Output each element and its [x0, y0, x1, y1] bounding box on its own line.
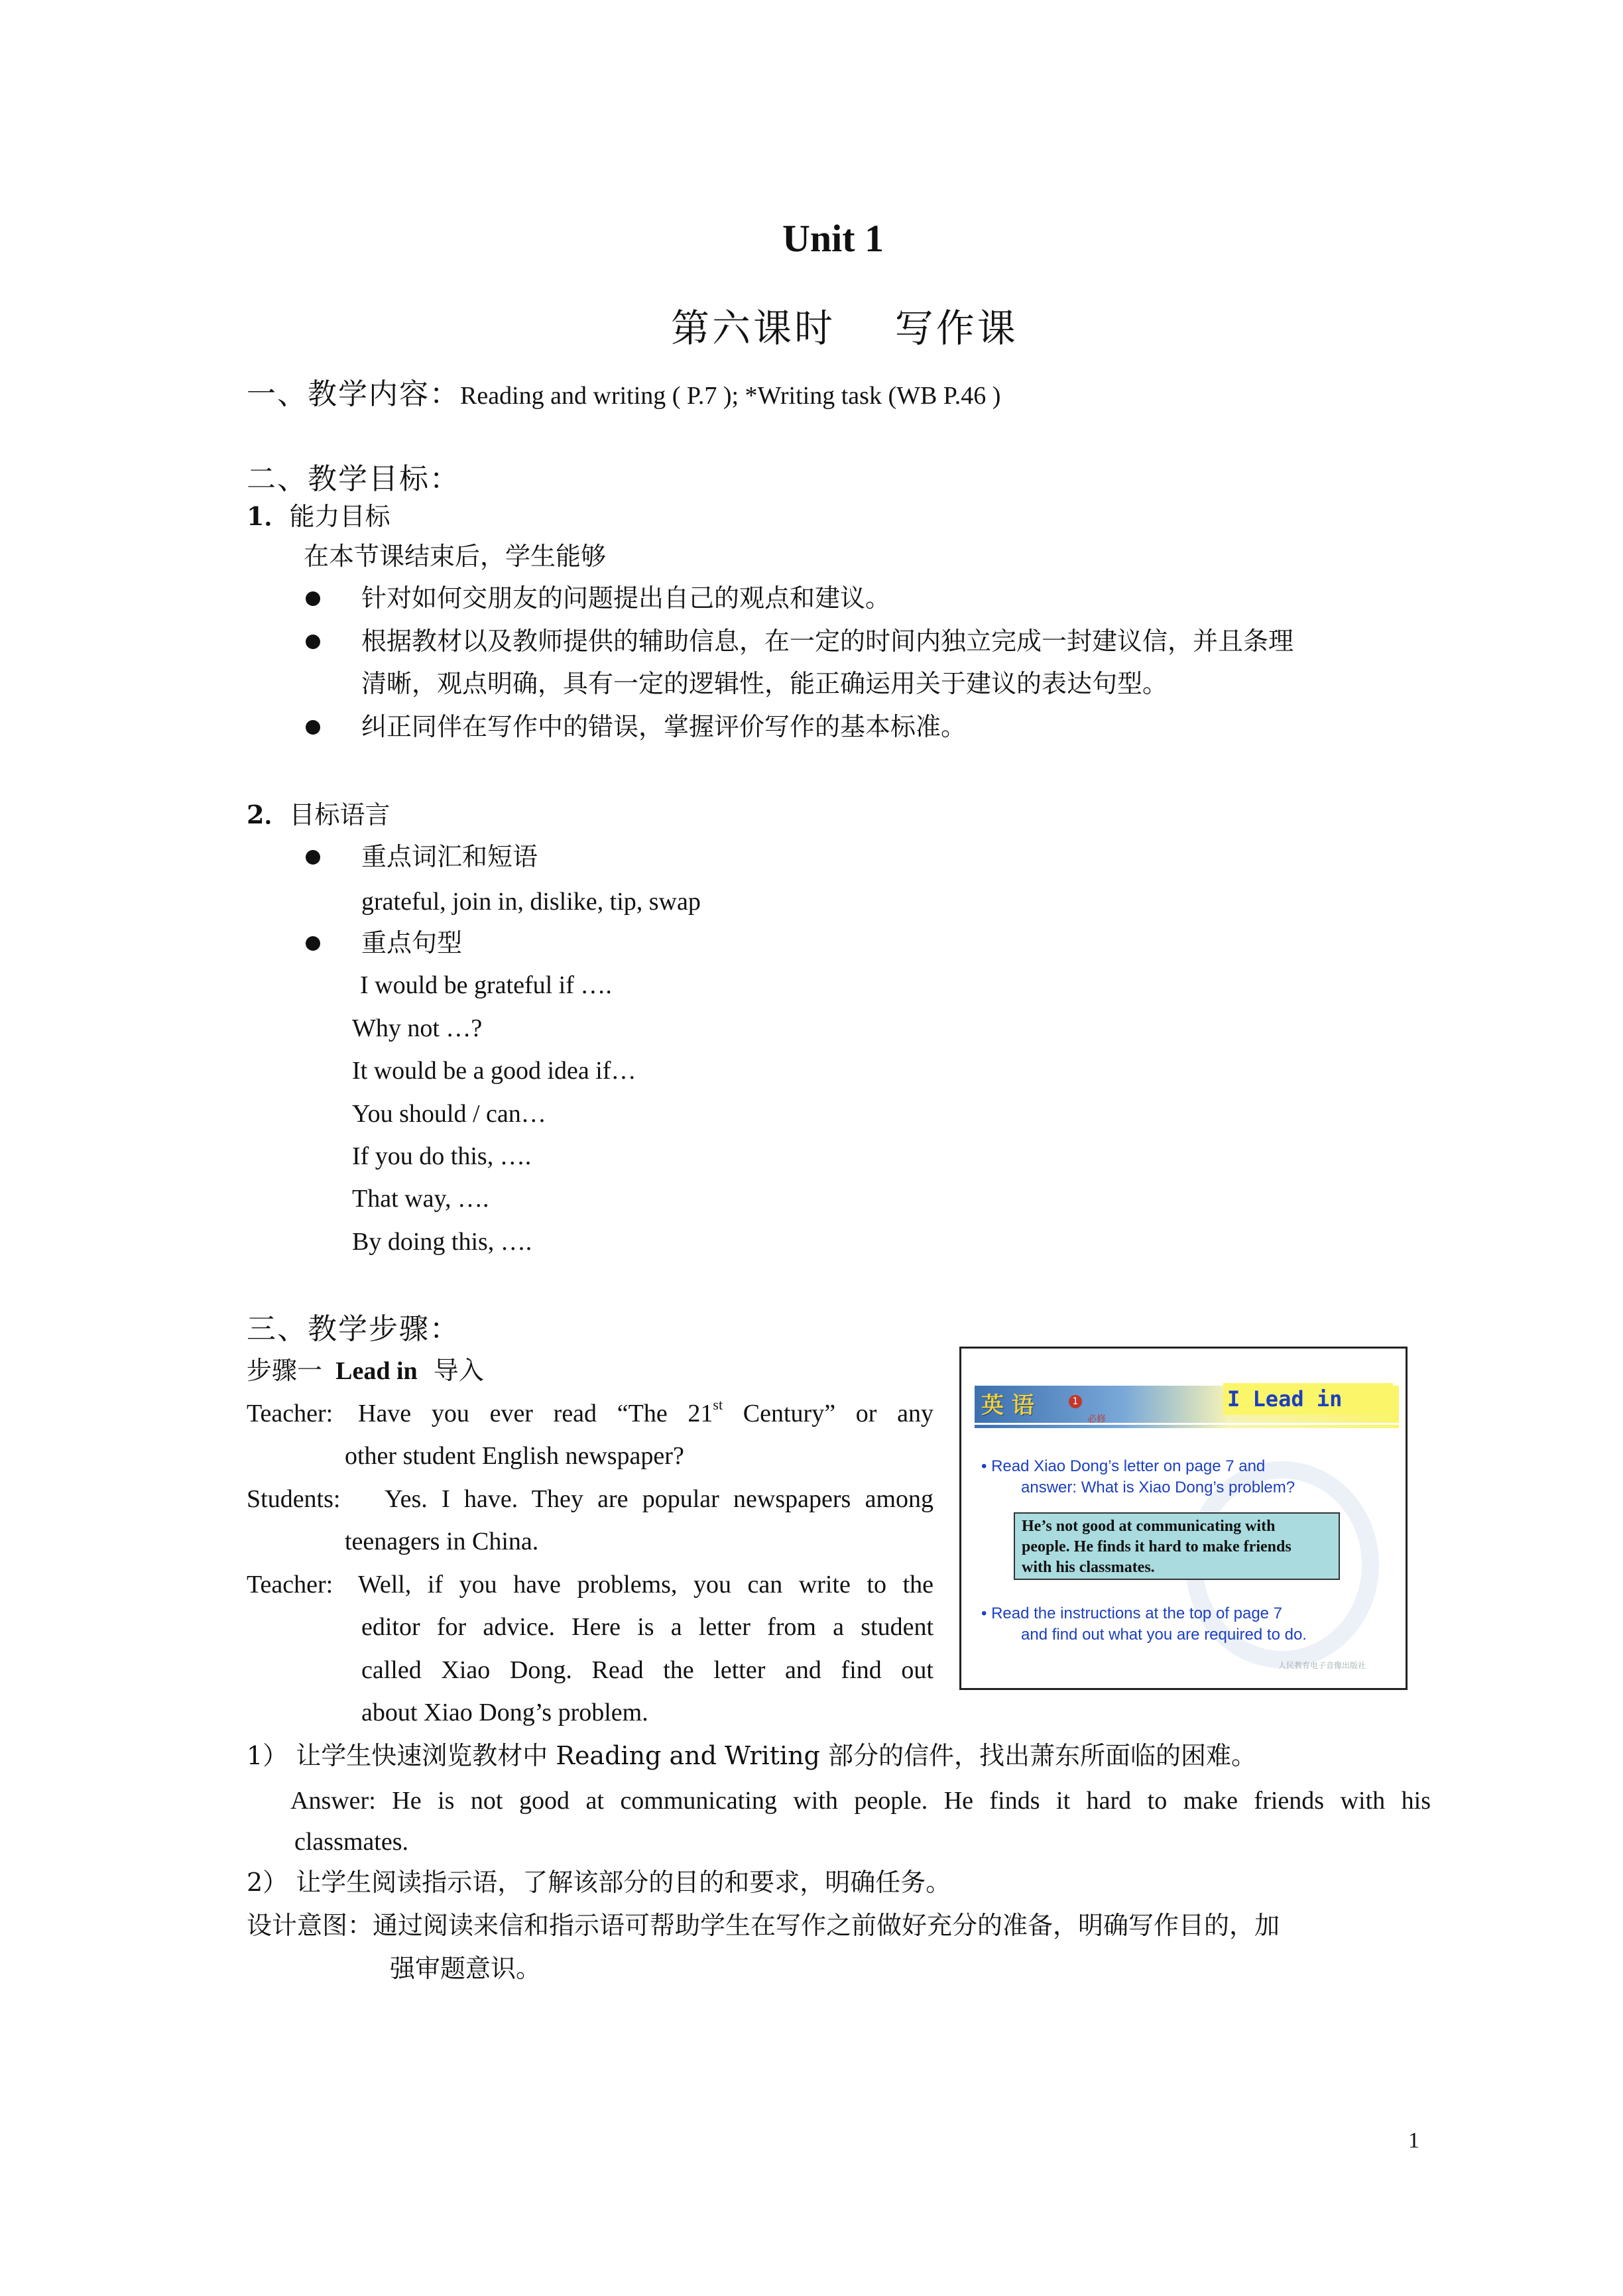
vocab-list: grateful, join in, dislike, tip, swap [361, 888, 701, 916]
slide-bullet: • Read Xiao Dong’s letter on page 7 and [981, 1457, 1266, 1475]
step-title-zh: 导入 [433, 1356, 484, 1385]
dialogue-line: called Xiao Dong. Read the letter and find out [361, 1656, 933, 1684]
ability-label: 能力目标 [289, 502, 391, 531]
language-heading [247, 799, 390, 831]
bullet-dot [306, 591, 320, 606]
section-2-label: 二、教学目标： [247, 462, 460, 496]
dialogue-line: teenagers in China. [345, 1528, 539, 1555]
slide-answer-box [1014, 1512, 1340, 1580]
bullet-dot [306, 634, 320, 649]
textbook-logo: 英 语 [981, 1392, 1034, 1419]
intent-text: 通过阅读来信和指示语可帮助学生在写作之前做好充分的准备，明确写作目的，加 [373, 1911, 1280, 1940]
answer-line: Answer: He is not good at communicating with people. He finds it hard to make friends with his [290, 1787, 1431, 1815]
patterns-label: 重点句型 [361, 928, 463, 957]
slide-bullet-cont: answer: What is Xiao Dong’s problem? [1021, 1479, 1295, 1496]
pattern-item: By doing this, …. [352, 1228, 532, 1256]
ability-intro: 在本节课结束后，学生能够 [304, 542, 607, 571]
ability-num: 1． [247, 501, 290, 531]
section-1-content: Reading and writing ( P.7 ); *Writing task (WB P.46 ) [460, 382, 1001, 410]
design-intent [247, 1909, 1280, 1941]
textbook-subtitle: 必修 [1087, 1414, 1106, 1425]
ability-bullet: 根据教材以及教师提供的辅助信息，在一定的时间内独立完成一封建议信，并且条理 [361, 627, 1294, 656]
page-number: 1 [1408, 2128, 1419, 2153]
section-3-label: 三、教学步骤： [247, 1312, 460, 1346]
vocab-label: 重点词汇和短语 [361, 842, 538, 871]
intent-label: 设计意图： [247, 1911, 373, 1940]
pattern-item: It would be a good idea if… [352, 1057, 636, 1085]
pattern-item: If you do this, …. [352, 1142, 532, 1170]
ability-heading [247, 501, 390, 532]
dialogue-line: editor for advice. Here is a letter from a student [361, 1613, 933, 1641]
textbook-volume-badge: 1 [1069, 1395, 1082, 1408]
dialogue-text: Century” or any [723, 1400, 933, 1427]
dialogue-line: Well, if you have problems, you can write to the [358, 1571, 933, 1599]
page-subtitle: 第六课时 写作课 [671, 306, 1018, 351]
step-prefix: 步骤一 [247, 1356, 323, 1385]
slide-bullet-cont: and find out what you are required to do. [1021, 1626, 1307, 1644]
slide-divider [975, 1423, 1399, 1451]
dialogue-line [358, 1398, 933, 1429]
dialogue-line: Yes. I have. They are popular newspapers among [385, 1485, 933, 1513]
language-num: 2． [247, 800, 290, 829]
dialogue-speaker: Teacher: [247, 1571, 333, 1599]
step-title-en: Lead in [335, 1357, 418, 1385]
pattern-item: You should / can… [352, 1100, 546, 1128]
slide-answer-line: He’s not good at communicating with [1022, 1518, 1276, 1535]
step-item: 2） 让学生阅读指示语，了解该部分的目的和要求，明确任务。 [247, 1868, 951, 1897]
pattern-item: Why not …? [352, 1014, 483, 1042]
dialogue-text: Have you ever read “The 21 [358, 1400, 713, 1427]
page-title: Unit 1 [782, 217, 884, 260]
dialogue-speaker: Students: [247, 1485, 341, 1513]
lead-in-slide [959, 1347, 1408, 1690]
answer-line: classmates. [294, 1828, 409, 1856]
slide-title: I Lead in [1223, 1383, 1393, 1415]
slide-answer-line: people. He finds it hard to make friends [1022, 1538, 1292, 1555]
intent-text-cont: 强审题意识。 [390, 1954, 542, 1983]
superscript: st [713, 1396, 723, 1413]
bullet-dot [306, 936, 320, 951]
step-item: 1） 让学生快速浏览教材中 Reading and Writing 部分的信件，找出萧东所面临的困难。 [247, 1741, 1256, 1770]
section-1-label: 一、教学内容： [247, 377, 460, 411]
ability-bullet-cont: 清晰，观点明确，具有一定的逻辑性，能正确运用关于建议的表达句型。 [361, 669, 1168, 698]
section-1 [247, 370, 1000, 412]
dialogue-speaker: Teacher: [247, 1400, 333, 1427]
step-heading [247, 1355, 484, 1387]
language-label: 目标语言 [289, 800, 391, 829]
ability-bullet: 针对如何交朋友的问题提出自己的观点和建议。 [361, 583, 891, 613]
pattern-item: I would be grateful if …. [360, 971, 612, 999]
dialogue-line: other student English newspaper? [345, 1442, 684, 1470]
slide-bullet: • Read the instructions at the top of page 7 [981, 1604, 1283, 1622]
bullet-dot [306, 850, 320, 865]
slide-footer: 人民教育电子音像出版社 [1278, 1661, 1366, 1670]
pattern-item: That way, …. [352, 1185, 489, 1213]
bullet-dot [306, 720, 320, 735]
ability-bullet: 纠正同伴在写作中的错误，掌握评价写作的基本标准。 [361, 712, 967, 741]
slide-answer-line: with his classmates. [1022, 1559, 1155, 1576]
dialogue-line: about Xiao Dong’s problem. [361, 1699, 648, 1726]
